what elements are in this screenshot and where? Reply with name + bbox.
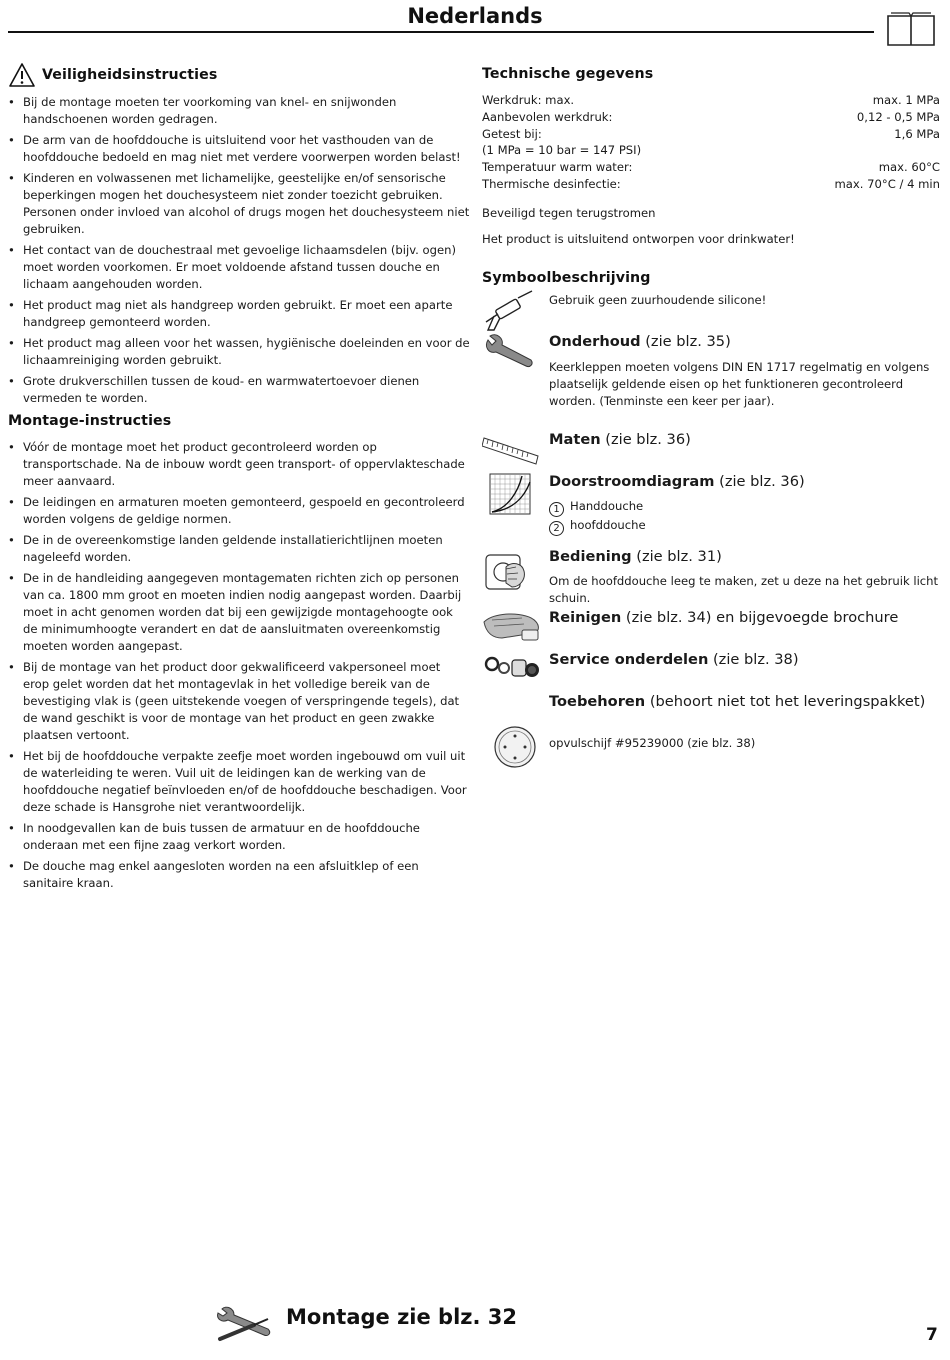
list-item: • Bij de montage van het product door gekwalificeerd vakpersoneel moet erop gelet worden dat het montagevlak in het volledige bereik van de bevestiging vlak is (geen uitstekende voegen of verspringende tegels), dat de wand geschikt is voor de montage van het product en geen zwakke plaatsen vertoont. bbox=[8, 660, 460, 742]
footer-title: Montage zie blz. 32 bbox=[286, 1305, 518, 1329]
operation-heading: Bediening (zie blz. 31) bbox=[549, 547, 722, 565]
safety-title: Veiligheidsinstructies bbox=[42, 67, 218, 83]
ruler-icon bbox=[482, 434, 542, 466]
table-row: Temperatuur warm water: max. 60°C bbox=[482, 160, 940, 175]
operation-text: Om de hoofddouche leeg te maken, zet u deze na het gebruik licht schuin. bbox=[549, 573, 939, 605]
technical-title: Technische gegevens bbox=[482, 66, 654, 82]
warning-icon bbox=[8, 62, 36, 88]
drinking-water-note: Het product is uitsluitend ontworpen voor drinkwater! bbox=[482, 231, 795, 246]
wrench-icon bbox=[482, 332, 542, 372]
flow-heading: Doorstroomdiagram (zie blz. 36) bbox=[549, 472, 805, 490]
left-column bbox=[8, 62, 470, 898]
list-item: • De leidingen en armaturen moeten gemonteerd, gespoeld en gecontroleerd worden volgens de geldige normen. bbox=[8, 495, 465, 526]
list-item: • De arm van de hoofddouche is uitsluitend voor het vasthouden van de hoofddouche bedoeld en mag niet met verdere voorwerpen worden belast! bbox=[8, 133, 461, 164]
list-item: • De in de overeenkomstige landen geldende installatierichtlijnen moeten nageleefd worden. bbox=[8, 533, 443, 564]
symbols-title: Symboolbeschrijving bbox=[482, 269, 651, 286]
list-item: • Bij de montage moeten ter voorkoming van knel- en snijwonden handschoenen worden gedragen. bbox=[8, 95, 397, 126]
spec-table bbox=[482, 92, 940, 193]
page-title: Nederlands bbox=[407, 4, 543, 28]
header-rule bbox=[8, 31, 874, 33]
flow-item-1: 1 Handdouche bbox=[549, 498, 944, 517]
symbols-list bbox=[482, 292, 942, 812]
filler-disc-icon bbox=[492, 724, 538, 770]
maintenance-heading: Onderhoud (zie blz. 35) bbox=[549, 332, 731, 350]
cleaning-hand-icon bbox=[482, 608, 542, 644]
list-item: • Het product mag alleen voor het wassen, hygiënische doeleinden en voor de lichaamreiniging worden gebruikt. bbox=[8, 336, 470, 367]
mounting-title: Montage-instructies bbox=[8, 413, 172, 429]
accessories-heading: Toebehoren (behoort niet tot het leveringspakket) bbox=[549, 692, 926, 710]
list-item: • Kinderen en volwassenen met lichamelijke, geestelijke en/of sensorische beperkingen mogen het douchesysteem niet zonder toezicht gebruiken. Personen onder invloed van alcohol of drugs mogen het douchesysteem niet gebruiken. bbox=[8, 171, 470, 236]
flow-item-2: 2 hoofddouche bbox=[549, 517, 944, 536]
page-number: 7 bbox=[926, 1325, 938, 1345]
safety-list bbox=[8, 94, 470, 407]
table-row: Werkdruk: max. max. 1 MPa bbox=[482, 93, 940, 107]
list-item: • Vóór de montage moet het product gecontroleerd worden op transportschade. Na de inbouw wordt geen transport- of oppervlakteschade meer aanvaard. bbox=[8, 440, 465, 488]
accessories-item: opvulschijf #95239000 (zie blz. 38) bbox=[549, 735, 756, 750]
hand-operation-icon bbox=[482, 549, 542, 595]
list-item: • Het contact van de douchestraal met gevoelige lichaamsdelen (bijv. ogen) moet worden voorkomen. Er moet voldoende afstand tussen douche en lichaam aangehouden worden. bbox=[8, 243, 457, 291]
list-item: • Het product mag niet als handgreep worden gebruikt. Er moet een aparte handgreep gemonteerd worden. bbox=[8, 298, 453, 329]
flow-diagram-icon bbox=[488, 472, 532, 516]
silicone-text: Gebruik geen zuurhoudende silicone! bbox=[549, 292, 767, 307]
table-row: Getest bij: 1,6 MPa bbox=[482, 126, 940, 141]
safety-heading bbox=[8, 62, 470, 88]
backflow-note: Beveiligd tegen terugstromen bbox=[482, 205, 656, 220]
list-item: • De in de handleiding aangegeven montagematen richten zich op personen van ca. 1800 mm groot en moeten indien nodig aangepast worden. Daarbij moet in acht genomen worden dat bij een gewijzigde montagehoogte ook de minimumhoogte verandert en dat de aansluitmaten overeenkomstig moeten worden aangepast. bbox=[8, 571, 462, 653]
tools-icon bbox=[214, 1305, 276, 1345]
book-icon bbox=[885, 10, 937, 48]
table-row: (1 MPa = 10 bar = 147 PSI) bbox=[482, 143, 642, 158]
table-row: Aanbevolen werkdruk: 0,12 - 0,5 MPa bbox=[482, 109, 940, 124]
mounting-list bbox=[8, 439, 470, 892]
list-item: • In noodgevallen kan de buis tussen de armatuur en de hoofddouche onderaan met een fijne zaag verkort worden. bbox=[8, 821, 420, 852]
dimensions-heading: Maten (zie blz. 36) bbox=[549, 430, 691, 448]
spare-parts-icon bbox=[482, 650, 542, 686]
spare-parts-heading: Service onderdelen (zie blz. 38) bbox=[549, 650, 799, 668]
list-item: • De douche mag enkel aangesloten worden na een afsluitklep of een sanitaire kraan. bbox=[8, 859, 419, 890]
list-item: • Grote drukverschillen tussen de koud- en warmwatertoevoer dienen vermeden te worden. bbox=[8, 374, 420, 405]
maintenance-text: Keerkleppen moeten volgens DIN EN 1717 regelmatig en volgens plaatselijk geldende eisen op het funktioneren gecontroleerd worden. (Tenminste een keer per jaar). bbox=[549, 359, 930, 408]
silicone-gun-icon bbox=[482, 290, 542, 334]
cleaning-heading: Reinigen (zie blz. 34) en bijgevoegde brochure bbox=[549, 608, 899, 626]
right-column bbox=[482, 62, 942, 812]
table-row: Thermische desinfectie: max. 70°C / 4 min bbox=[482, 176, 940, 191]
list-item: • Het bij de hoofddouche verpakte zeefje moet worden ingebouwd om vuil uit de waterleiding te weren. Vuil uit de leidingen kan de werking van de hoofddouche negatief beïnvloeden en/of de hoofddouche beschadigen. Voor deze schade is Hansgrohe niet verantwoordelijk. bbox=[8, 749, 467, 814]
